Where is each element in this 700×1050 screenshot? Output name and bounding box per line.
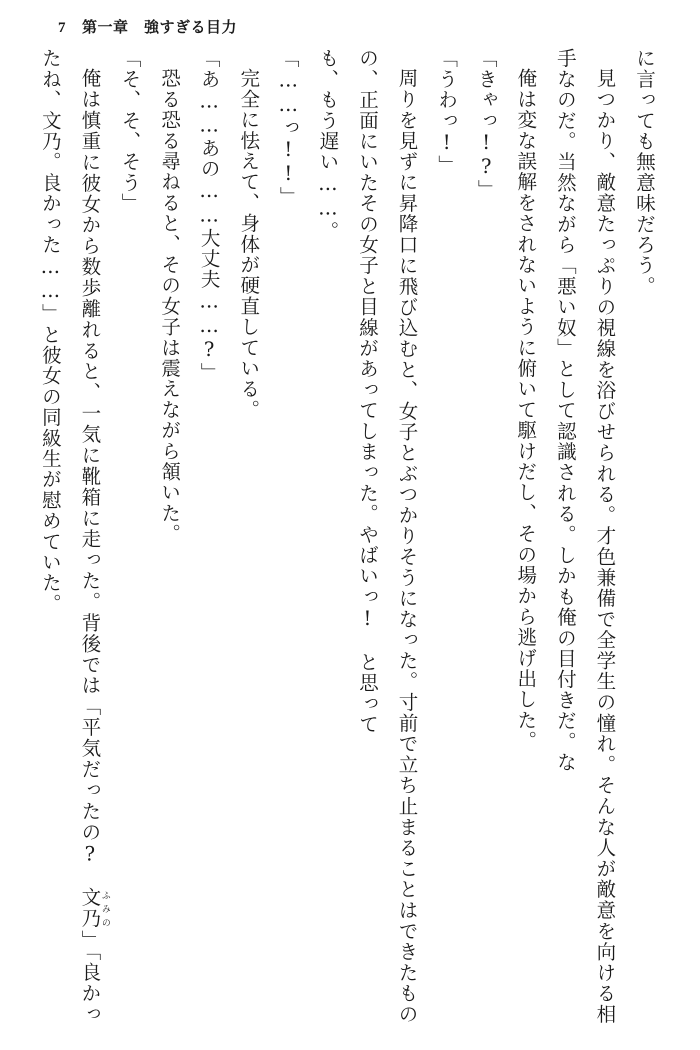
paragraph: 「あ……あの……大丈夫……?」 — [197, 48, 221, 383]
paragraph: 周りを見ずに昇降口に飛び込むと、女子とぶつかりそうになった。寸前で立ち止まることはできたものの、正面にいたその女子と目線があってしまった。やばいっ! と思って — [355, 48, 419, 1024]
paragraph: 俺は慎重に彼女から数歩離れると、一気に靴箱に走った。背後では「平気だったの? 文乃ふみの」「良かったね、文乃。良かった……」と彼女の同級生が慰めていた。 — [38, 48, 110, 1024]
paragraph: 「そ、そ、そう」 — [118, 48, 142, 214]
paragraph: に言っても無意味だろう。 — [633, 48, 656, 297]
page-number: 7 — [58, 20, 66, 36]
paragraph: 俺は変な誤解をされないように俯いて駆けだし、その場から逃げ出した。 — [514, 67, 538, 751]
paragraph: 「……っ!!」 — [276, 48, 300, 207]
paragraph: 見つかり、敵意たっぷりの視線を浴びせられる。才色兼備で全学生の憧れ。そんな人が敵意を向ける相手なのだ。当然ながら「悪い奴」として認識される。しかも俺の目付きだ。な — [553, 48, 617, 1024]
ruby-base: 文乃 — [78, 887, 102, 930]
ruby-reading: ふみの — [99, 887, 110, 930]
paragraph: 「うわっ!」 — [435, 48, 459, 176]
paragraph: 完全に怯えて、身体が硬直している。 — [237, 67, 261, 420]
paragraph: 「きゃっ!?」 — [474, 48, 498, 200]
ruby-annotation — [78, 887, 110, 930]
body-text-area — [38, 48, 664, 1024]
paragraph: も、もう遅い……。 — [316, 48, 340, 242]
running-header — [58, 16, 237, 37]
paragraph: 恐る恐る尋ねると、その女子は震えながら頷いた。 — [158, 67, 182, 544]
vertical-text-column — [38, 48, 664, 1024]
chapter-title: 第一章 強すぎる目力 — [82, 20, 238, 36]
